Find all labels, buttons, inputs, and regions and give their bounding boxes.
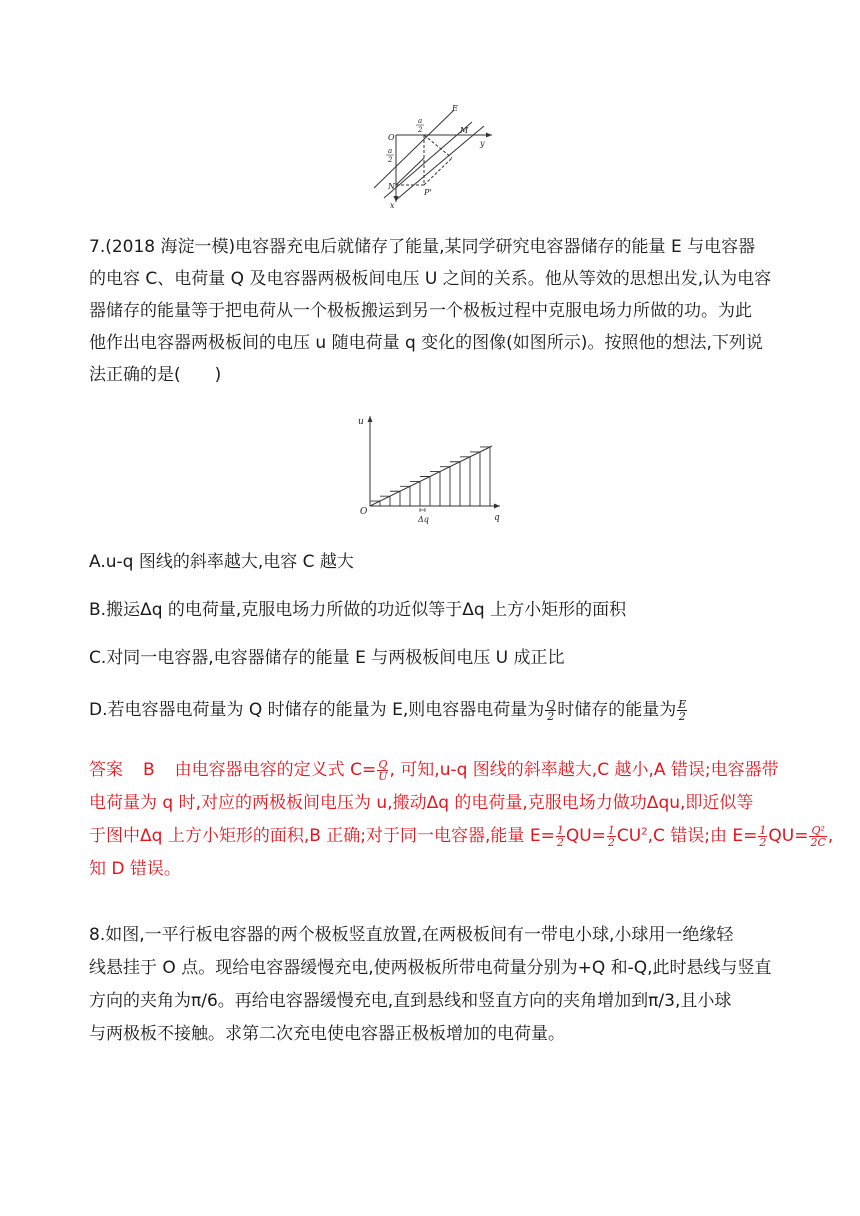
fraction-q2-over-2c — [809, 825, 826, 848]
q8-line-4: 与两极板不接触。求第二次充电使电容器正极板增加的电荷量。 — [89, 1024, 565, 1044]
frac-num: 1 — [759, 823, 767, 837]
stair-step — [380, 496, 390, 506]
fig1-label-x: x — [390, 201, 395, 210]
stair-step — [450, 462, 460, 506]
answer-text: ,C 错误;由 E= — [647, 826, 758, 846]
fraction-half — [556, 825, 565, 848]
frac-den: 2C — [810, 835, 826, 849]
answer-text: 由电容器电容的定义式 C= — [174, 760, 377, 780]
option-d-text-2: 时储存的能量为 — [557, 700, 677, 720]
option-d — [89, 698, 688, 722]
frac-num: 1 — [556, 823, 564, 837]
question-8 — [89, 919, 779, 1051]
answer-text: , — [827, 826, 834, 846]
fig1-label-M: M — [460, 126, 469, 135]
answer-line-1 — [89, 754, 779, 787]
frac-den: 2 — [607, 835, 615, 849]
frac-num: Q² — [811, 823, 825, 837]
q8-line-2: 线悬挂于 O 点。现给电容器缓慢充电,使两极板所带电荷量分别为+Q 和-Q,此时悬线与竖直 — [89, 958, 772, 978]
figure-u-q-graph — [350, 410, 510, 528]
fig1-half-left-den: 2 — [388, 156, 393, 164]
fraction-q-over-u — [377, 759, 388, 782]
option-d-text-1: D.若电容器电荷量为 Q 时储存的能量为 E,则电容器电荷量为 — [89, 700, 545, 720]
fig1-label-N: N — [388, 182, 395, 191]
fig2-origin: O — [360, 507, 368, 517]
figure-field-diagram — [360, 100, 500, 212]
answer-text: QU= — [565, 826, 606, 846]
frac-den: 2 — [759, 835, 767, 849]
answer-block — [89, 754, 834, 886]
fraction-q-over-2 — [545, 699, 556, 722]
answer-text: , 可知,u-q 图线的斜率越大,C 越小,A 错误;电容器带 — [389, 760, 779, 780]
answer-text: CU — [616, 826, 642, 846]
answer-choice: B — [143, 760, 155, 780]
answer-text: 于图中Δq 上方小矩形的面积,B 正确;对于同一电容器,能量 E= — [89, 826, 555, 846]
frac-num: E — [678, 697, 687, 711]
option-b: B.搬运Δq 的电荷量,克服电场力所做的功近似等于Δq 上方小矩形的面积 — [89, 600, 627, 620]
fig1-label-y: y — [480, 139, 485, 148]
q8-line-3: 方向的夹角为π/6。再给电容器缓慢充电,直到悬线和竖直方向的夹角增加到π/3,且小球 — [89, 991, 732, 1011]
fig2-axis-q: q — [494, 513, 500, 523]
fraction-e-over-2 — [677, 699, 687, 722]
frac-den: 2 — [556, 835, 564, 849]
frac-den: 2 — [678, 709, 686, 723]
frac-num: 1 — [607, 823, 615, 837]
fig2-axis-u: u — [358, 417, 364, 427]
answer-line-4: 知 D 错误。 — [89, 859, 181, 879]
frac-den: U — [378, 769, 388, 783]
fig1-half-top-num: a — [418, 117, 423, 125]
option-a: A.u-q 图线的斜率越大,电容 C 越大 — [89, 552, 354, 572]
answer-label: 答案 — [89, 760, 123, 780]
superscript: 2 — [641, 826, 648, 838]
fraction-half — [607, 825, 616, 848]
answer-line-3 — [89, 820, 834, 853]
fig1-half-left-num: a — [388, 147, 393, 155]
frac-den: 2 — [547, 709, 555, 723]
answer-line-2: 电荷量为 q 时,对应的两极板间电压为 u,搬动Δq 的电荷量,克服电场力做功Δqu,即近似等 — [89, 793, 754, 813]
frac-num: Q — [546, 697, 556, 711]
frac-num: Q — [378, 757, 388, 771]
q7-line-5: 法正确的是( ) — [89, 365, 222, 385]
fig1-label-P: P' — [424, 188, 432, 197]
question-7 — [89, 231, 779, 391]
fig2-delta-q: Δq — [418, 515, 429, 524]
fig1-half-top-den: 2 — [418, 126, 423, 134]
fig1-label-E: E — [452, 104, 458, 113]
q7-line-3: 器储存的能量等于把电荷从一个极板搬运到另一个极板过程中克服电场力所做的功。为此 — [89, 301, 752, 321]
stair-step — [460, 457, 470, 506]
q8-line-1: 8.如图,一平行板电容器的两个极板竖直放置,在两极板间有一带电小球,小球用一绝缘轻 — [89, 925, 734, 945]
stair-step — [440, 467, 450, 506]
stair-step — [480, 447, 490, 506]
q7-line-4: 他作出电容器两极板间的电压 u 随电荷量 q 变化的图像(如图所示)。按照他的想法,下列说 — [89, 333, 763, 353]
fraction-half — [758, 825, 767, 848]
fig1-label-O: O — [388, 133, 395, 142]
q7-line-1: 7.(2018 海淀一模)电容器充电后就储存了能量,某同学研究电容器储存的能量 E 与电容器 — [89, 237, 756, 257]
stair-step — [470, 452, 480, 506]
option-c: C.对同一电容器,电容器储存的能量 E 与两极板间电压 U 成正比 — [89, 648, 565, 668]
answer-text: QU= — [768, 826, 809, 846]
q7-line-2: 的电容 C、电荷量 Q 及电容器两极板间电压 U 之间的关系。他从等效的思想出发,认为电容 — [89, 269, 772, 289]
stair-step — [430, 472, 440, 506]
